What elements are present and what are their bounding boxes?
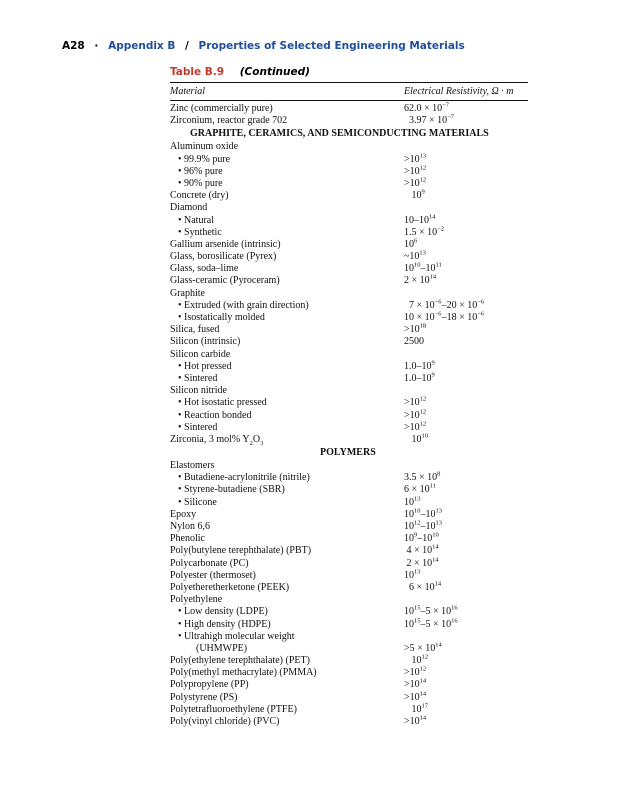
resistivity-cell: $>10^{12}$ bbox=[404, 408, 427, 421]
material-cell: • Synthetic bbox=[178, 226, 222, 238]
table-continued: (Continued) bbox=[239, 66, 310, 78]
resistivity-cell: $10^9$ bbox=[404, 188, 425, 202]
running-header bbox=[62, 40, 465, 52]
material-cell: Elastomers bbox=[170, 460, 215, 472]
material-cell: Silica, fused bbox=[170, 324, 220, 336]
table-row bbox=[0, 460, 638, 472]
material-cell: Polycarbonate (PC) bbox=[170, 557, 249, 569]
table-body bbox=[0, 103, 638, 728]
resistivity-cell: $6 \times 10^{11}$ bbox=[404, 483, 436, 496]
material-cell: Zinc (commercially pure) bbox=[170, 103, 273, 114]
resistivity-cell: $10^{17}$ bbox=[404, 702, 428, 715]
table-row bbox=[0, 103, 638, 115]
resistivity-cell: $10^{10}$ bbox=[404, 432, 428, 445]
table-row bbox=[0, 288, 638, 300]
table-row bbox=[0, 190, 638, 202]
table-row bbox=[0, 227, 638, 239]
resistivity-cell: $10^6$ bbox=[404, 237, 418, 250]
resistivity-cell: $\sim 10^{13}$ bbox=[404, 249, 426, 263]
resistivity-cell: $10^{10}-10^{11}$ bbox=[404, 261, 442, 275]
table-row bbox=[0, 667, 638, 679]
table-row bbox=[0, 704, 638, 716]
table-row bbox=[0, 263, 638, 275]
material-cell: Glass, borosilicate (Pyrex) bbox=[170, 251, 277, 263]
material-cell: • Sintered bbox=[178, 372, 218, 384]
table-row bbox=[0, 373, 638, 385]
table-row bbox=[0, 178, 638, 190]
material-cell: • High density (HDPE) bbox=[178, 618, 271, 630]
material-cell: • Ultrahigh molecular weight bbox=[178, 630, 295, 642]
appendix-title: Properties of Selected Engineering Materials bbox=[198, 40, 465, 52]
table-caption bbox=[170, 66, 310, 78]
resistivity-cell: $10 \times 10^{-6}-18 \times 10^{-6}$ bbox=[404, 310, 485, 323]
material-cell: Poly(ethylene terephthalate) (PET) bbox=[170, 655, 310, 667]
resistivity-cell: $>10^{12}$ bbox=[404, 420, 427, 433]
table-row bbox=[0, 410, 638, 422]
column-header-material: Material bbox=[170, 86, 205, 97]
table-row bbox=[0, 324, 638, 336]
table-row bbox=[0, 154, 638, 166]
material-cell: Polyethylene bbox=[170, 594, 223, 606]
section-heading-ceramics bbox=[0, 127, 638, 141]
table-row bbox=[0, 434, 638, 446]
table-row bbox=[0, 509, 638, 521]
table-row bbox=[0, 202, 638, 214]
table-row bbox=[0, 115, 638, 127]
material-cell: • Butadiene-acrylonitrile (nitrile) bbox=[178, 472, 310, 484]
table-row bbox=[0, 545, 638, 557]
table-row bbox=[0, 606, 638, 618]
material-cell: Silicon (intrinsic) bbox=[170, 336, 241, 348]
material-cell: Poly(butylene terephthalate) (PBT) bbox=[170, 545, 312, 557]
material-cell: • Extruded (with grain direction) bbox=[178, 299, 309, 311]
table-row bbox=[0, 570, 638, 582]
material-cell: Silicon carbide bbox=[170, 348, 231, 360]
material-cell: Polystyrene (PS) bbox=[170, 691, 238, 703]
resistivity-cell: $>10^{14}$ bbox=[404, 714, 427, 727]
table-row bbox=[0, 497, 638, 509]
column-header-resistivity: Electrical Resistivity, Ω · m bbox=[404, 86, 514, 97]
table-row bbox=[0, 275, 638, 287]
resistivity-cell: $10-10^{14}$ bbox=[404, 213, 436, 226]
resistivity-cell: $>10^{14}$ bbox=[404, 678, 427, 691]
table-row bbox=[0, 361, 638, 373]
table-number: Table B.9 bbox=[170, 66, 225, 78]
material-cell: Polypropylene (PP) bbox=[170, 679, 249, 691]
material-cell: Phenolic bbox=[170, 533, 205, 545]
material-cell: Diamond bbox=[170, 202, 208, 214]
resistivity-cell: $>10^{12}$ bbox=[404, 665, 427, 679]
material-cell: • 90% pure bbox=[178, 177, 223, 189]
material-cell: Aluminum oxide bbox=[170, 141, 239, 153]
resistivity-cell: $10^{15}-5 \times 10^{16}$ bbox=[404, 604, 458, 618]
resistivity-cell: $>10^{14}$ bbox=[404, 690, 427, 703]
material-cell: • Styrene-butadiene (SBR) bbox=[178, 484, 285, 496]
rows-polymers bbox=[0, 460, 638, 728]
table-row bbox=[0, 521, 638, 533]
material-cell: Glass-ceramic (Pyroceram) bbox=[170, 275, 280, 287]
table-header-rule bbox=[170, 100, 528, 101]
material-cell: Zirconium, reactor grade 702 bbox=[170, 115, 288, 127]
material-cell: • Silicone bbox=[178, 496, 217, 508]
header-separator: / bbox=[185, 40, 189, 52]
table-row bbox=[0, 422, 638, 434]
material-cell: Polyester (thermoset) bbox=[170, 569, 256, 581]
material-cell: Polyetheretherketone (PEEK) bbox=[170, 581, 290, 593]
material-cell: Concrete (dry) bbox=[170, 190, 229, 202]
resistivity-cell: $3.97 \times 10^{-7}$ bbox=[404, 113, 455, 127]
section-heading-text: GRAPHITE, CERAMICS, AND SEMICONDUCTING MATERIALS bbox=[190, 128, 489, 140]
material-cell: Poly(vinyl chloride) (PVC) bbox=[170, 716, 280, 727]
table-row bbox=[0, 385, 638, 397]
material-cell: Epoxy bbox=[170, 508, 197, 520]
resistivity-cell: $62.0 \times 10^{-7}$ bbox=[404, 101, 450, 114]
material-cell: • Sintered bbox=[178, 421, 218, 433]
table-row bbox=[0, 484, 638, 496]
resistivity-cell: $>10^{18}$ bbox=[404, 322, 427, 336]
resistivity-cell: $1.0-10^9$ bbox=[404, 371, 435, 384]
material-cell: • 96% pure bbox=[178, 165, 223, 177]
resistivity-cell: 2500 bbox=[404, 336, 424, 348]
section-heading-text: POLYMERS bbox=[320, 447, 376, 459]
material-cell: Polytetrafluoroethylene (PTFE) bbox=[170, 703, 297, 715]
material-cell: • Low density (LDPE) bbox=[178, 606, 268, 618]
table-row bbox=[0, 716, 638, 728]
material-cell: Zirconia, 3 mol% $Y_2O_3$ bbox=[170, 433, 264, 447]
header-bullet: · bbox=[94, 40, 99, 52]
material-cell: Gallium arsenide (intrinsic) bbox=[170, 238, 281, 250]
material-cell: • Hot isostatic pressed bbox=[178, 397, 267, 409]
table-row bbox=[0, 643, 638, 655]
table-row bbox=[0, 582, 638, 594]
table-row bbox=[0, 312, 638, 324]
material-cell: Nylon 6,6 bbox=[170, 521, 210, 532]
rows-ceramics bbox=[0, 141, 638, 446]
material-cell: • Reaction bonded bbox=[178, 409, 252, 421]
table-row bbox=[0, 533, 638, 545]
table-row bbox=[0, 141, 638, 153]
resistivity-cell: $2 \times 10^{14}$ bbox=[404, 274, 437, 287]
resistivity-cell: $3.5 \times 10^8$ bbox=[404, 470, 441, 484]
table-row bbox=[0, 472, 638, 484]
resistivity-cell: $>10^{13}$ bbox=[404, 152, 427, 165]
resistivity-cell: $1.5 \times 10^{-2}$ bbox=[404, 225, 445, 238]
table-row bbox=[0, 300, 638, 312]
material-cell: • Natural bbox=[178, 214, 214, 226]
rows-metals bbox=[0, 103, 638, 127]
material-cell: Glass, soda–lime bbox=[170, 263, 239, 275]
table-row bbox=[0, 594, 638, 606]
table-row bbox=[0, 215, 638, 227]
table-row bbox=[0, 251, 638, 263]
resistivity-cell: $1.0-10^9$ bbox=[404, 359, 435, 372]
table-row bbox=[0, 349, 638, 361]
resistivity-cell: $10^{13}$ bbox=[404, 568, 421, 581]
section-heading-polymers bbox=[0, 446, 638, 460]
resistivity-cell: $>10^{12}$ bbox=[404, 395, 427, 409]
resistivity-cell: $>5 \times 10^{14}$ bbox=[404, 641, 442, 654]
table-row bbox=[0, 679, 638, 691]
material-cell: Graphite bbox=[170, 287, 205, 299]
table-row bbox=[0, 336, 638, 348]
material-cell: (UHMWPE) bbox=[196, 642, 248, 654]
table-row bbox=[0, 655, 638, 667]
table-row bbox=[0, 619, 638, 631]
appendix-label: Appendix B bbox=[108, 40, 176, 52]
table-row bbox=[0, 397, 638, 409]
material-cell: Poly(methyl methacrylate) (PMMA) bbox=[170, 667, 317, 679]
resistivity-cell: $10^{12}$ bbox=[404, 653, 428, 667]
table-row bbox=[0, 631, 638, 643]
table-row bbox=[0, 558, 638, 570]
resistivity-cell: $2 \times 10^{14}$ bbox=[404, 556, 439, 569]
resistivity-cell: $10^{15}-5 \times 10^{16}$ bbox=[404, 617, 458, 630]
resistivity-cell: $>10^{12}$ bbox=[404, 164, 427, 177]
resistivity-cell: $10^{13}$ bbox=[404, 495, 421, 508]
resistivity-cell: $4 \times 10^{14}$ bbox=[404, 544, 439, 557]
material-cell: • Hot pressed bbox=[178, 360, 232, 372]
resistivity-cell: $>10^{12}$ bbox=[404, 176, 427, 189]
table-row bbox=[0, 692, 638, 704]
resistivity-cell: $6 \times 10^{14}$ bbox=[404, 580, 442, 593]
resistivity-cell: $10^{10}-10^{13}$ bbox=[404, 507, 442, 520]
material-cell: • Isostatically molded bbox=[178, 312, 265, 323]
resistivity-cell: $10^9-10^{10}$ bbox=[404, 531, 439, 545]
table-row bbox=[0, 166, 638, 178]
page-number: A28 bbox=[62, 40, 85, 52]
resistivity-cell: $7 \times 10^{-6}-20 \times 10^{-6}$ bbox=[404, 298, 485, 311]
material-cell: Silicon nitride bbox=[170, 385, 227, 397]
table-row bbox=[0, 239, 638, 251]
resistivity-cell: $10^{12}-10^{13}$ bbox=[404, 519, 442, 532]
table-top-rule bbox=[170, 82, 528, 83]
material-cell: • 99.9% pure bbox=[178, 153, 231, 165]
